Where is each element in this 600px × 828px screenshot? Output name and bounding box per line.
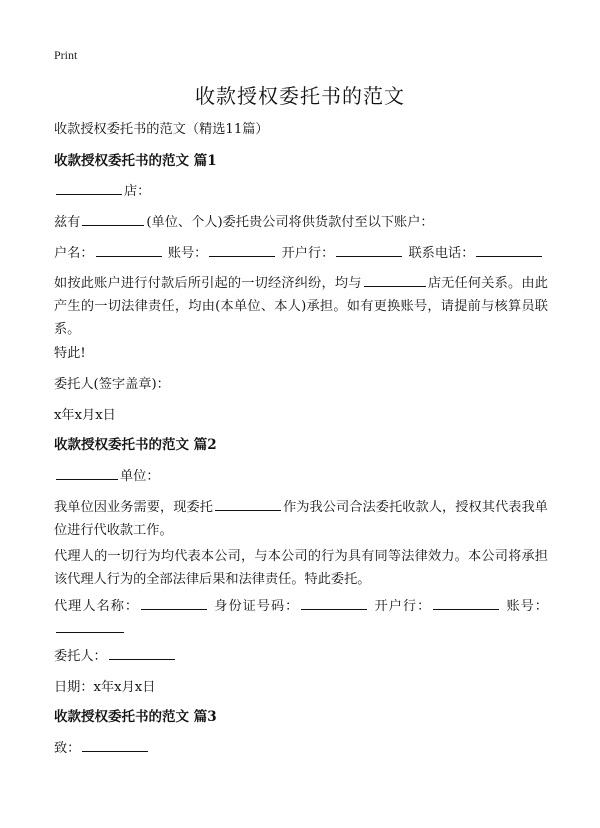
section1-paragraph: [54, 272, 548, 341]
principal-blank[interactable]: [109, 645, 175, 660]
section1-signer: 委托人(签字盖章)：: [54, 377, 170, 392]
bank-label: 开户行：: [281, 246, 335, 261]
agent-name-label: 代理人名称：: [54, 599, 140, 614]
print-link[interactable]: Print: [54, 48, 78, 62]
unit-blank[interactable]: [56, 465, 118, 480]
section2-unit-line: [54, 465, 546, 488]
subtitle: 收款授权委托书的范文（精选11篇）: [54, 122, 269, 137]
account-no-blank[interactable]: [209, 242, 275, 257]
to-blank[interactable]: [82, 737, 148, 752]
store-suffix: 店：: [124, 184, 151, 199]
agent-blank[interactable]: [215, 496, 281, 511]
page-title: 收款授权委托书的范文: [195, 84, 405, 108]
to-label: 致：: [54, 741, 81, 756]
section1-account-line: [54, 242, 546, 265]
store-blank[interactable]: [56, 180, 122, 195]
unit-suffix: 单位：: [120, 469, 160, 484]
account-no2-blank[interactable]: [56, 618, 124, 633]
account-no2-label: 账号：: [506, 599, 548, 614]
section2-heading: 收款授权委托书的范文 篇2: [54, 437, 217, 453]
section3-heading: 收款授权委托书的范文 篇3: [54, 709, 217, 725]
entrust-prefix: 兹有: [54, 215, 81, 230]
section1-store-line: [54, 180, 546, 203]
entrust-suffix: (单位、个人)委托贵公司将供货款付至以下账户：: [146, 215, 434, 230]
section3-to-line: [54, 737, 546, 760]
section2-date: 日期：x年x月x日: [54, 680, 156, 695]
section1-entrust-line: [54, 211, 546, 234]
para1-a: 我单位因业务需要，现委托: [54, 500, 213, 515]
agent-name-blank[interactable]: [141, 595, 207, 610]
phone-blank[interactable]: [476, 242, 542, 257]
id-no-label: 身份证号码：: [214, 599, 300, 614]
section1-heading: 收款授权委托书的范文 篇1: [54, 153, 217, 169]
account-no-label: 账号：: [167, 246, 208, 261]
bank2-blank[interactable]: [433, 595, 499, 610]
section2-paragraph1: [54, 496, 548, 542]
section2-paragraph2: 代理人的一切行为均代表本公司，与本公司的行为具有同等法律效力。本公司将承担该代理人行为的全部法律后果和法律责任。特此委托。: [54, 549, 548, 587]
section1-special: 特此!: [54, 346, 86, 361]
principal-label: 委托人：: [54, 649, 107, 664]
section2-principal-line: [54, 645, 546, 668]
para-store-blank[interactable]: [364, 272, 426, 287]
section2-agent-line: [54, 595, 548, 641]
phone-label: 联系电话：: [408, 246, 475, 261]
bank-blank[interactable]: [336, 242, 402, 257]
entrust-blank[interactable]: [82, 211, 144, 226]
account-name-blank[interactable]: [96, 242, 162, 257]
bank2-label: 开户行：: [374, 599, 432, 614]
para-a1: 如按此账户进行付款后所引起的一切经济纠纷，均与: [54, 276, 362, 291]
id-no-blank[interactable]: [301, 595, 367, 610]
account-name-label: 户名：: [54, 246, 94, 261]
para1-b: 作为我公司合法委托收款人，授权其代表我单位进行代收款工作。: [54, 500, 548, 538]
para-a2: 店无任何关系。由此产生的一切法律责任，均由(本单位、本人)承担。如有更换账号，请提前与核算员联系。: [54, 276, 548, 337]
section1-date: x年x月x日: [54, 408, 116, 423]
